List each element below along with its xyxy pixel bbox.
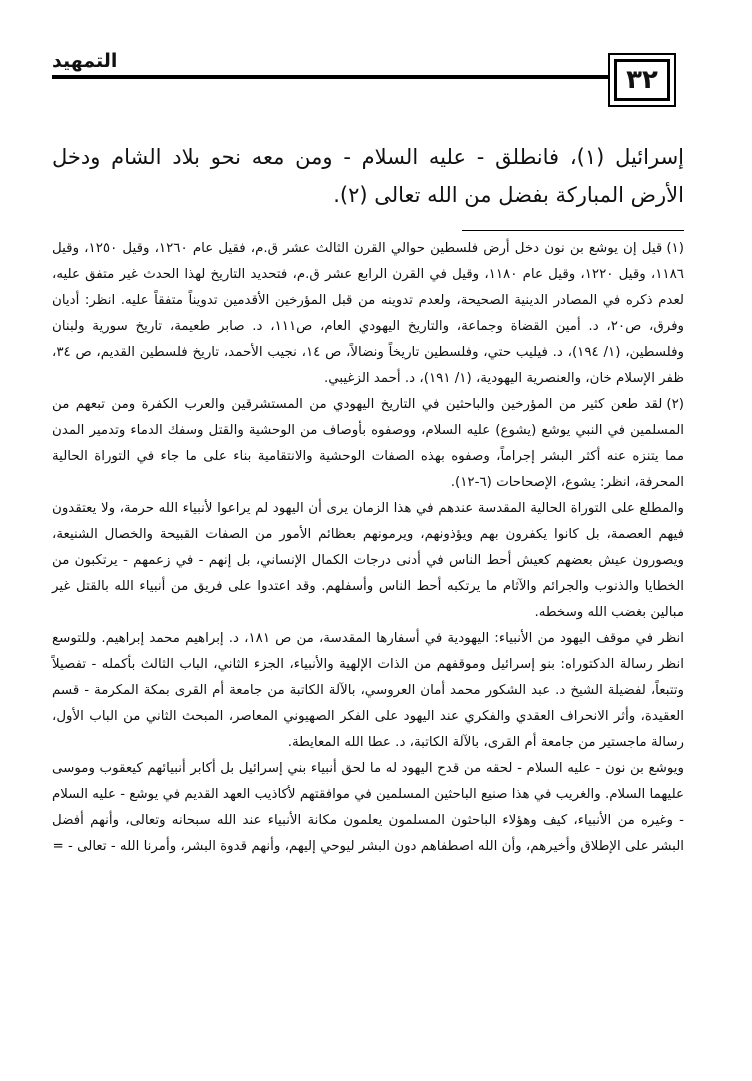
footnote-marker: (٢) — [666, 397, 684, 412]
page-number: ٣٢ — [614, 59, 670, 101]
page-number-box — [608, 53, 676, 107]
footnotes — [52, 236, 684, 860]
main-text — [52, 138, 684, 214]
footnote-text: لقد طعن كثير من المؤرخين والباحثين في التاريخ اليهودي من المستشرقين والعرب الكفرة ومن تبعهم من المسلمين في النبي يوشع (يشوع) عليه السلام، ووصفوه بأوصاف من الوحشية والقتل وسفك الدماء وتدمير المدن مما يتنزه عنه أكثر البشر إجراماً، وصفوه بهذه الصفات الوحشية والانتقامية بناء على ما جاء في التوراة الحالية المحرفة، انظر: يشوع، الإصحاحات (٦-١٢). — [52, 397, 684, 490]
footnote-1 — [52, 236, 684, 392]
running-header-title: التمهيد — [52, 50, 118, 72]
footnote-divider — [462, 230, 684, 231]
header-rule — [52, 75, 630, 79]
footnote-text: قيل إن يوشع بن نون دخل أرض فلسطين حوالي القرن الثالث عشر ق.م، فقيل عام ١٢٦٠، وقيل ١٢٥٠، وقيل ١١٨٦، وقيل ١٢٢٠، وقيل عام ١١٨٠، وقيل في القرن الرابع عشر ق.م، فتحديد التاريخ لهذا الحدث غير متفق عليه، لعدم ذكره في المصادر الدينية الصحيحة، ولعدم تدوينه من قبل المؤرخين الأقدمين تدويناً متفقاً عليه. انظر: أديان وفرق، ص٢٠، د. أمين القضاة وجماعة، والتاريخ اليهودي العام، ص١١١، د. صابر طعيمة، تاريخ سورية ولبنان وفلسطين، (١/ ١٩٤)، د. فيليب حتي، وفلسطين تاريخاً ونضالاً، ص ١٤، نجيب الأحمد، تاريخ فلسطين القديم، ص ٣٤، ظفر الإسلام خان، والعنصرية اليهودية، (١/ ١٩١)، د. أحمد الزغيبي. — [52, 241, 684, 386]
footnote-marker: (١) — [666, 241, 684, 256]
footnote-continuation-paragraph: انظر في موقف اليهود من الأنبياء: اليهودية في أسفارها المقدسة، من ص ١٨١، د. إبراهيم محمد إبراهيم. وللتوسع انظر رسالة الدكتوراه: بنو إسرائيل وموقفهم من الذات الإلهية والأنبياء، الجزء الثاني، الباب الثالث بأكمله - تفصيلاً وتتبعاً، لفضيلة الشيخ د. عبد الشكور محمد أمان العروسي، بالآلة الكاتبة من جامعة أم القرى بمكة المكرمة - قسم العقيدة، وأثر الانحراف العقدي والفكري عند اليهود على الفكر الصهيوني المعاصر، المبحث الثاني من الباب الأول، رسالة ماجستير من جامعة أم القرى، بالآلة الكاتبة، د. عطا الله المعايطة. — [52, 631, 684, 750]
footnote-2 — [52, 392, 684, 496]
footnote-continuation-paragraph: والمطلع على التوراة الحالية المقدسة عندهم في هذا الزمان يرى أن اليهود لم يراعوا لأنبياء الله حرمة، ولا يعتقدون فيهم العصمة، بل كانوا يكفرون بهم ويؤذونهم، ويرمونهم بعظائم الأمور من الصفات القبيحة والخصال الشنيعة، ويصورون عيش بعضهم كعيش أحط الناس في أدنى درجات الكمال الإنساني، بل إنهم - في زعمهم - يرتكبون من الخطايا والذنوب والجرائم والآثام ما يرتكبه أحط الناس وأسفلهم. وقد اعتدوا على فريق من أنبياء الله بالقتل غير مبالين بغضب الله وسخطه. — [52, 501, 684, 620]
main-paragraph: إسرائيل (١)، فانطلق - عليه السلام - ومن معه نحو بلاد الشام ودخل الأرض المباركة بفضل من الله تعالى (٢). — [52, 145, 685, 207]
footnote-continuation-paragraph: ويوشع بن نون - عليه السلام - لحقه من قدح اليهود له ما لحق أنبياء بني إسرائيل بل أكابر أنبيائهم كيعقوب وموسى عليهما السلام. والغريب في هذا صنيع الباحثين المسلمين في موافقتهم لأكاذيب العهد القديم في يوشع - عليه السلام - وغيره من الأنبياء، كيف وهؤلاء الباحثون المسلمون يعلمون مكانة الأنبياء عند الله سبحانه وتعالى، وأنهم أفضل البشر على الإطلاق وأخيرهم، وأن الله اصطفاهم دون البشر ليوحي إليهم، وأنهم قدوة البشر، وأمرنا الله - تعالى - = — [52, 761, 684, 854]
